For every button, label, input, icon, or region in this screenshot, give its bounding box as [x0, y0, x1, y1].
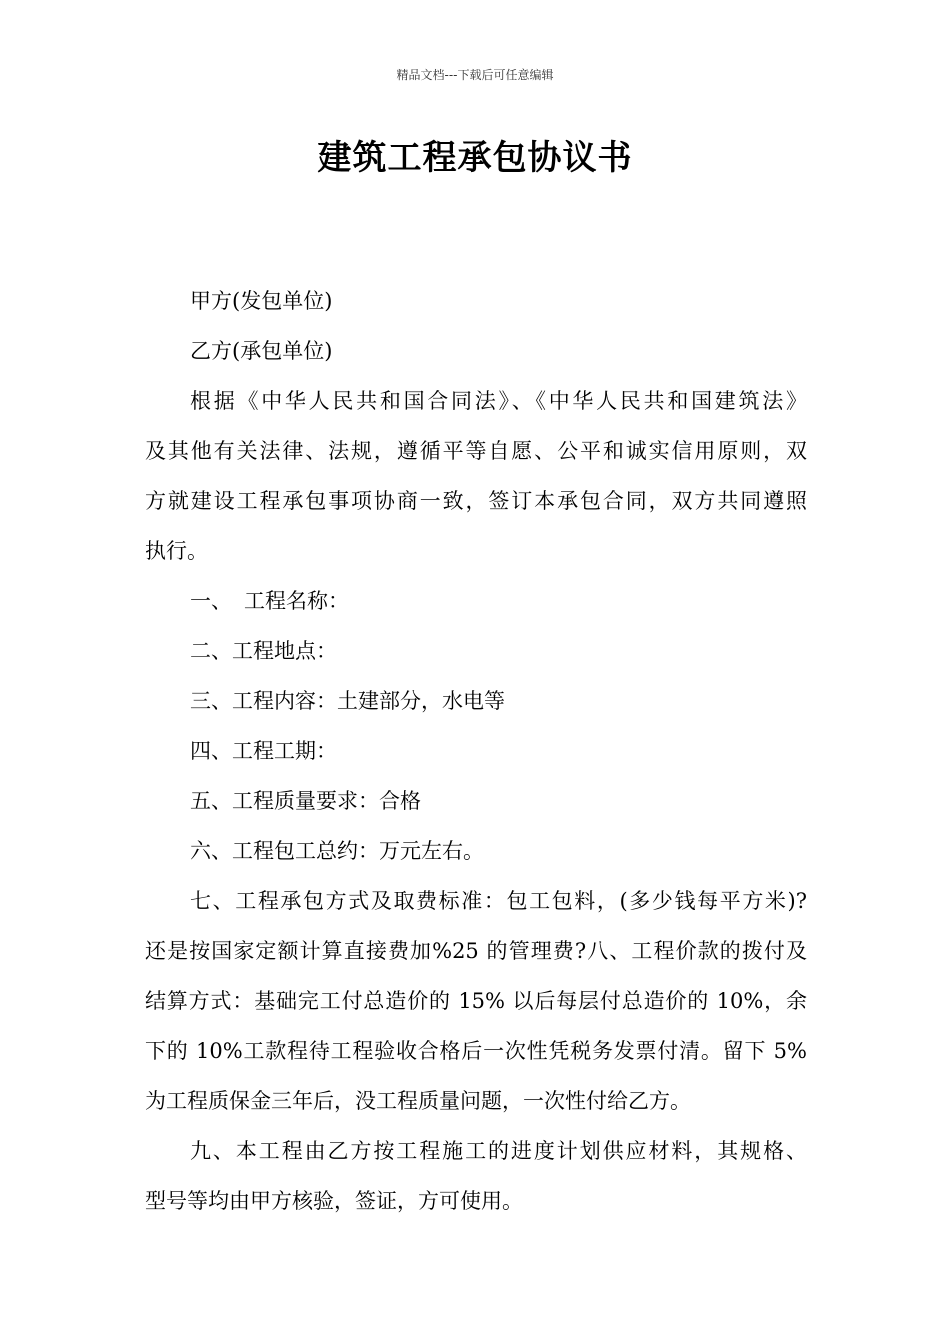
intro-line-2: 及其他有关法律、法规，遵循平等自愿、公平和诚实信用原则，双: [145, 439, 807, 463]
clause-7-line-2: 还是按国家定额计算直接费加%25 的管理费?八、工程价款的拨付及: [145, 939, 807, 963]
intro-line-4: 执行。: [145, 539, 208, 563]
party-b-line: 乙方(承包单位): [190, 339, 333, 363]
clause-5: 五、工程质量要求：合格: [190, 789, 421, 813]
clause-9-line-2: 型号等均由甲方核验，签证，方可使用。: [145, 1189, 523, 1213]
clause-7-line-1: 七、工程承包方式及取费标准：包工包料，(多少钱每平方米)?: [190, 889, 807, 913]
clause-2: 二、工程地点：: [190, 639, 337, 663]
clause-1-text: 工程名称：: [244, 589, 349, 613]
clause-1: [145, 576, 807, 626]
party-a-line: 甲方(发包单位): [190, 289, 333, 313]
clause-6: 六、工程包工总约：万元左右。: [190, 839, 484, 863]
page-header-note: 精品文档---下载后可任意编辑: [396, 68, 554, 82]
clause-9-line-1: 九、本工程由乙方按工程施工的进度计划供应材料，其规格、: [190, 1139, 807, 1163]
clause-3: 三、工程内容：土建部分，水电等: [190, 689, 505, 713]
document-title: 建筑工程承包协议书: [317, 138, 633, 178]
intro-line-3: 方就建设工程承包事项协商一致，签订本承包合同，双方共同遵照: [145, 489, 807, 513]
document-body: [145, 276, 807, 1226]
clause-4: 四、工程工期：: [190, 739, 337, 763]
clause-7-line-4: 下的 10%工款程待工程验收合格后一次性凭税务发票付清。留下 5%: [145, 1039, 807, 1063]
clause-1-number: 一、: [190, 589, 232, 613]
clause-7-line-3: 结算方式：基础完工付总造价的 15% 以后每层付总造价的 10%，余: [145, 989, 807, 1013]
intro-line-1: 根据《中华人民共和国合同法》、《中华人民共和国建筑法》: [190, 389, 807, 413]
clause-7-line-5: 为工程质保金三年后，没工程质量问题，一次性付给乙方。: [145, 1089, 691, 1113]
